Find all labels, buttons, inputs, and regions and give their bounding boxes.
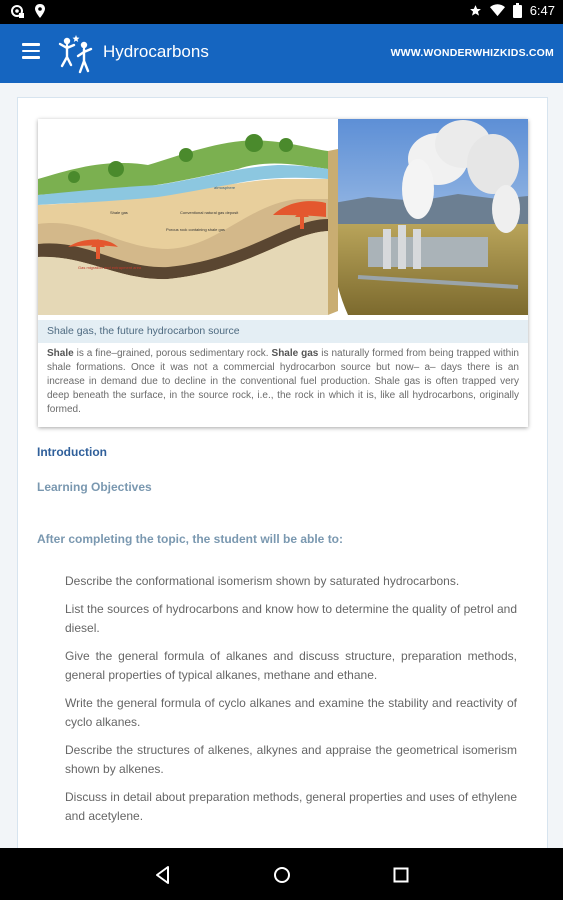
shale-gas-illustration (38, 119, 528, 315)
settings-notification-icon (10, 4, 24, 18)
term-shale: Shale (47, 348, 74, 359)
navigation-bar (0, 848, 563, 900)
learning-objectives-heading: Learning Objectives (37, 480, 152, 494)
figure-description (47, 347, 519, 417)
location-pin-icon (34, 4, 46, 18)
clock: 6:47 (529, 3, 555, 18)
objective-item: Describe the conformational isomerism shown by saturated hydrocarbons. (65, 574, 460, 588)
objective-item: List the sources of hydrocarbons and know how to determine the quality of petrol and diesel. (65, 602, 517, 635)
objectives-intro-heading: After completing the topic, the student will be able to: (37, 532, 344, 546)
figure-card (38, 119, 528, 427)
recents-icon[interactable] (390, 864, 412, 886)
star-icon (469, 4, 482, 17)
term-shale-gas: Shale gas (271, 348, 319, 359)
figure-caption: Shale gas, the future hydrocarbon source (38, 320, 528, 343)
app-bar (0, 24, 563, 83)
home-icon[interactable] (271, 864, 293, 886)
objective-item: Give the general formula of alkanes and discuss structure, preparation methods, general properties of typical alkanes, methane and ethane. (65, 649, 517, 682)
introduction-link[interactable]: Introduction (37, 445, 107, 459)
objective-item: Discuss in detail about preparation methods, general properties and uses of ethylene and acetylene. (65, 790, 517, 823)
diagram-label-shale-gas: Shale gas (110, 210, 128, 215)
content-area[interactable] (0, 83, 563, 848)
lesson-panel (17, 97, 548, 848)
app-title: Hydrocarbons (103, 42, 209, 61)
hamburger-menu-icon[interactable] (22, 43, 40, 59)
site-url[interactable]: WWW.WONDERWHIZKIDS.COM (390, 47, 554, 59)
objectives-list (65, 572, 517, 835)
objective-item: Write the general formula of cyclo alkanes and examine the stability and reactivity of cyclo alkanes. (65, 696, 517, 729)
description-part-1: is a fine–grained, porous sedimentary rock. (73, 348, 272, 359)
wifi-icon (490, 4, 505, 17)
back-icon[interactable] (152, 864, 174, 886)
description-part-2: is naturally formed from being trapped within shale formations. Once it was not a commercial hydrocarbon source but now– a– days there is an increase in demand due to decline in the conventional fuel production. Shale gas is often trapped very deep beneath the surface, in the source rock, i.e., the rock in which it is, like all hydrocarbons, originally formed. (47, 348, 519, 415)
objective-item: Describe the structures of alkenes, alkynes and appraise the geometrical isomerism shown by alkenes. (65, 743, 517, 776)
kids-logo-icon (54, 32, 98, 76)
battery-icon (513, 3, 522, 18)
diagram-label-porous-rock: Porous rock containing shale gas (166, 227, 225, 232)
figure-image (38, 119, 528, 315)
status-bar (0, 0, 563, 24)
diagram-label-atmosphere: atmosphere (214, 185, 236, 190)
diagram-label-conventional-deposit: Conventional natural gas deposit (180, 210, 239, 215)
diagram-label-gas-migration: Gas migration and entrapment area (78, 265, 142, 270)
